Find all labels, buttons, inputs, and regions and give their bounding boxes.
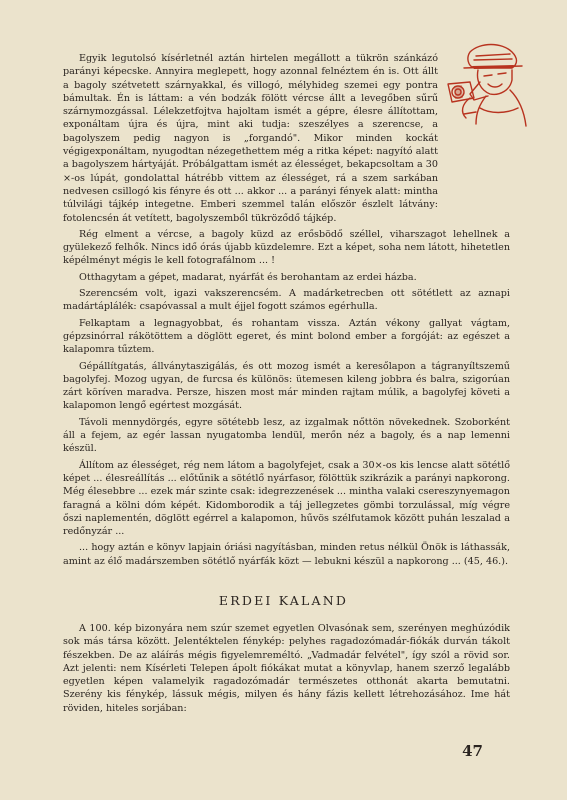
section-text [63,622,510,715]
paragraph: Otthagytam a gépet, madarat, nyárfát és berohantam az erdei házba. [79,271,417,283]
paragraph: Egyik legutolsó kísérletnél aztán hirtelen megállott a tükrön szánkázó parányi képecske. Annyira meglepett, hogy azonnal felnéztem én is. Ott állt a bagoly szétvetett szárnyakkal, és villogó, mélyhideg szemei egy pontra bámultak. Én is láttam: a vén bodzák fölött vércse állt a levegőben sűrű szárnymozgással. Lélekzetfojtva hajoltam ismét a gépre, élesre állítottam, exponáltam újra és újra, mint aki tudja: szeszélyes a szerencse, a bagolyszem pedig nagyon is „forgandó". Mikor minden kockát végigexponáltam, nyugodtan nézegethettem még a ritka képet: nagyító alatt a bagolyszem hártyáját. Próbálgattam ismét az élességet, bekapcsoltam a 30 ×-os lúpát, gondolattal hátrébb vittem az élességet, rá a szem sarkában nedvesen csillogó kis fényre és ott ... akkor ... a parányi fények alatt: mintha túlvilági tájkép integetne. Emberi szemmel talán először észlelt látvány: fotolencsén át vetített, bagolyszemből tükröződő tájkép. [63,53,438,224]
paragraph: Gépállítgatás, állványtaszigálás, és ott mozog ismét a keresőlapon a tágranyíltszemű bagolyfej. Mozog ugyan, de furcsa és különös: ütemesen kileng jobbra és balra, szigorúan zárt köríven maradva. Persze, hiszen most már minden rajtam múlik, a bagolyfej követi a kalapomon lengő egértest mozgását. [63,360,510,412]
section-title: ERDEI KALAND [218,593,349,608]
paragraph: A 100. kép bizonyára nem szúr szemet egyetlen Olvasónak sem, szerényen meghúzódik sok más társa között. Jelentéktelen fénykép: pelyhes ragadozómadár-fiókák durván tákolt fészekben. De az aláírás mégis figyelemreméltó. „Vadmadár felvétel", így szól a rövid sor. Azt jelenti: nem Kísérleti Telepen ápolt fiókákat mutat a könyvlap, hanem szerző legalább egyetlen képen valamelyik ragadozómadár természetes otthonát akarta bemutatni. Szerény kis fénykép, lássuk mégis, milyen és hány fázis kellett létrehozásához. Ime hát röviden, hiteles sorjában: [63,623,510,714]
paragraph: Szerencsém volt, igazi vakszerencsém. A madárketrecben ott sötétlett az aznapi madártáplálék: csapóvassal a mult éjjel fogott számos egérhulla. [63,288,510,313]
paragraph: Távoli mennydörgés, egyre sötétebb lesz, az izgalmak nőttön növekednek. Szoborként áll a fejem, az egér lassan nyugatomba lendül, merőn néz a bagoly, és a nap lemenni készül. [63,416,510,455]
paragraph: Rég elment a vércse, a bagoly küzd az erősbödő széllel, viharszagot lehellnek a gyülekező felhők. Nincs idő órás újabb küzdelemre. Ezt a képet, soha nem látott, hihetetlen képélményt mégis le kell fotografálnom ... ! [63,228,510,267]
paragraph: ... hogy aztán e könyv lapjain óriási nagyításban, minden retus nélkül Önök is láthassák, amint az élő madárszemben sötétlő nyárfák közt — lebukni készül a napkorong ... (45, 46.). [63,542,510,567]
main-text [63,52,510,571]
paragraph: Állítom az élességet, rég nem látom a bagolyfejet, csak a 30×-os kis lencse alatt sötétlő képet ... élesreállítás ... előtűnik a sötétlő nyárfasor, fölöttük szikrázik a parányi napkorong. Még élesebbre ... ezek már szinte csak: idegrezzenések ... mintha valaki csereszynyemagon faragná a kölni dóm képét. Kidomborodik a táj jellegzetes gömbi torzulással, míg végre őszi naplementén, döglött egérrel a kalapomon, hűvös szélfutamok között puhán leszalad a redőnyzár ... [63,459,510,538]
page-number: 47 [462,742,483,760]
paragraph: Felkaptam a legnagyobbat, és rohantam vissza. Aztán vékony gallyat vágtam, gépzsinórral rákötöttem a döglött egeret, és mint bolond ember a forgóját: az egészet a kalapomra tűztem. [63,317,510,356]
